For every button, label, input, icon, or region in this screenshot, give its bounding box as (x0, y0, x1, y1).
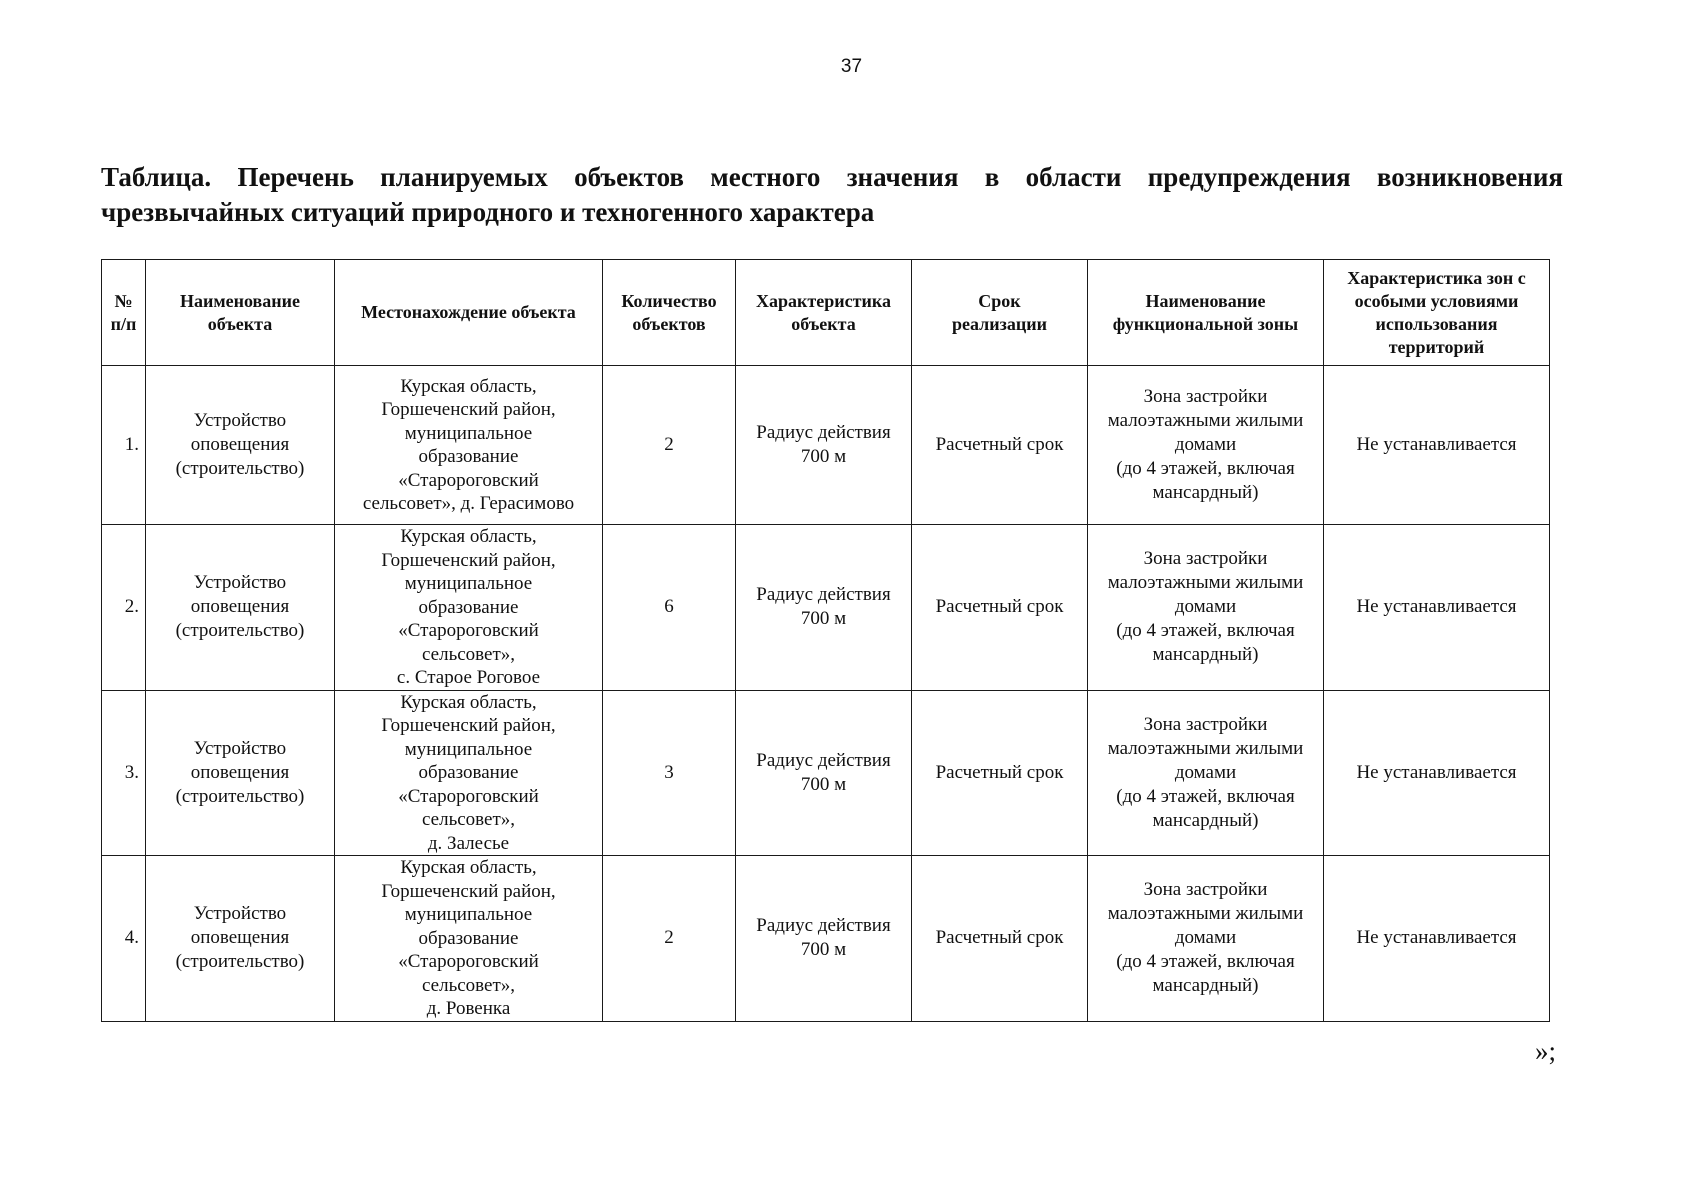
cell-characteristic: Радиус действия 700 м (736, 366, 912, 525)
header-characteristic: Характеристика объекта (736, 260, 912, 366)
closing-quote-mark: »; (1535, 1036, 1557, 1066)
cell-number: 4. (102, 856, 146, 1022)
cell-count: 6 (603, 525, 736, 691)
cell-functional-zone: Зона застройки малоэтажными жилыми домами (до 4 этажей, включая мансардный) (1088, 525, 1324, 691)
header-object-name: Наименование объекта (146, 260, 335, 366)
header-count: Количество объектов (603, 260, 736, 366)
header-functional-zone: Наименование функциональной зоны (1088, 260, 1324, 366)
cell-functional-zone: Зона застройки малоэтажными жилыми домами (до 4 этажей, включая мансардный) (1088, 690, 1324, 856)
cell-object-name: Устройство оповещения (строительство) (146, 366, 335, 525)
cell-number: 1. (102, 366, 146, 525)
cell-special-zones: Не устанавливается (1324, 856, 1550, 1022)
table-header-row (102, 260, 1550, 366)
cell-special-zones: Не устанавливается (1324, 366, 1550, 525)
cell-term: Расчетный срок (912, 525, 1088, 691)
table-row (102, 366, 1550, 525)
cell-location: Курская область, Горшеченский район, муниципальное образование «Старороговский сельсовет», д. Герасимово (335, 366, 603, 525)
cell-term: Расчетный срок (912, 690, 1088, 856)
cell-number: 3. (102, 690, 146, 856)
objects-table (101, 259, 1550, 1022)
cell-characteristic: Радиус действия 700 м (736, 856, 912, 1022)
header-term: Срок реализации (912, 260, 1088, 366)
cell-count: 3 (603, 690, 736, 856)
cell-functional-zone: Зона застройки малоэтажными жилыми домами (до 4 этажей, включая мансардный) (1088, 856, 1324, 1022)
header-special-zones: Характеристика зон с особыми условиями использования территорий (1324, 260, 1550, 366)
cell-term: Расчетный срок (912, 366, 1088, 525)
header-number: № п/п (102, 260, 146, 366)
cell-term: Расчетный срок (912, 856, 1088, 1022)
cell-characteristic: Радиус действия 700 м (736, 525, 912, 691)
document-title: Таблица. Перечень планируемых объектов местного значения в области предупреждения возникновения чрезвычайных ситуаций природного и техногенного характера (101, 162, 1563, 227)
cell-count: 2 (603, 366, 736, 525)
table-row (102, 525, 1550, 691)
cell-location: Курская область, Горшеченский район, муниципальное образование «Старороговский сельсовет», с. Старое Роговое (335, 525, 603, 691)
cell-location: Курская область, Горшеченский район, муниципальное образование «Старороговский сельсовет», д. Ровенка (335, 856, 603, 1022)
cell-functional-zone: Зона застройки малоэтажными жилыми домами (до 4 этажей, включая мансардный) (1088, 366, 1324, 525)
page-number: 37 (840, 56, 863, 77)
cell-object-name: Устройство оповещения (строительство) (146, 525, 335, 691)
cell-special-zones: Не устанавливается (1324, 525, 1550, 691)
cell-count: 2 (603, 856, 736, 1022)
cell-object-name: Устройство оповещения (строительство) (146, 690, 335, 856)
cell-location: Курская область, Горшеченский район, муниципальное образование «Старороговский сельсовет», д. Залесье (335, 690, 603, 856)
cell-characteristic: Радиус действия 700 м (736, 690, 912, 856)
header-location: Местонахождение объекта (335, 260, 603, 366)
cell-special-zones: Не устанавливается (1324, 690, 1550, 856)
table-row (102, 690, 1550, 856)
table-row (102, 856, 1550, 1022)
cell-number: 2. (102, 525, 146, 691)
cell-object-name: Устройство оповещения (строительство) (146, 856, 335, 1022)
